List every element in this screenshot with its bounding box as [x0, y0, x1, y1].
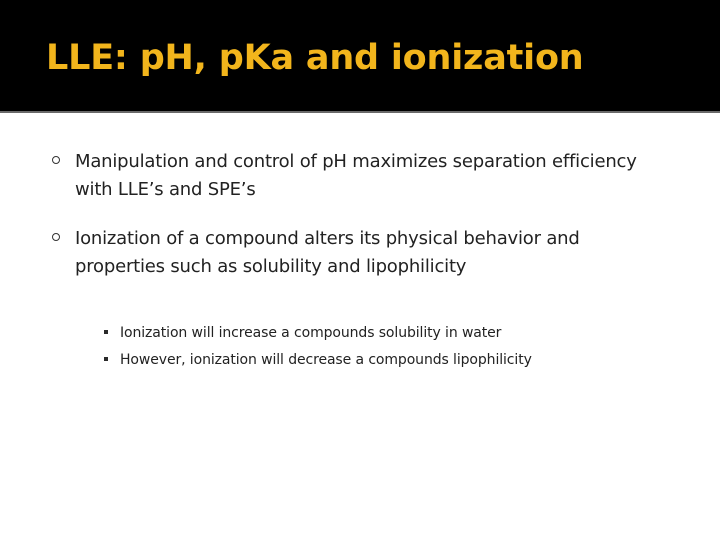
bullet-text: Ionization of a compound alters its physical behavior and properties such as solubility and lipophilicity: [75, 228, 580, 277]
subbullet-item: [0, 350, 720, 377]
bullet-item: [0, 148, 720, 204]
subbullet-item: [0, 323, 720, 350]
subbullet-text: Ionization will increase a compounds solubility in water: [120, 325, 502, 341]
title-bar: [0, 0, 720, 111]
square-bullet-icon: [104, 357, 108, 361]
bullet-item: [0, 225, 720, 281]
title-divider: [0, 111, 720, 113]
bullet-text: Manipulation and control of pH maximizes separation efficiency with LLE’s and SPE’s: [75, 151, 637, 200]
subbullet-text: However, ionization will decrease a compounds lipophilicity: [120, 352, 532, 368]
hollow-circle-bullet-icon: [52, 233, 60, 241]
subbullet-list: [0, 323, 720, 377]
hollow-circle-bullet-icon: [52, 156, 60, 164]
square-bullet-icon: [104, 330, 108, 334]
bullet-list: [0, 148, 720, 302]
slide-title: LLE: pH, pKa and ionization: [46, 38, 584, 78]
